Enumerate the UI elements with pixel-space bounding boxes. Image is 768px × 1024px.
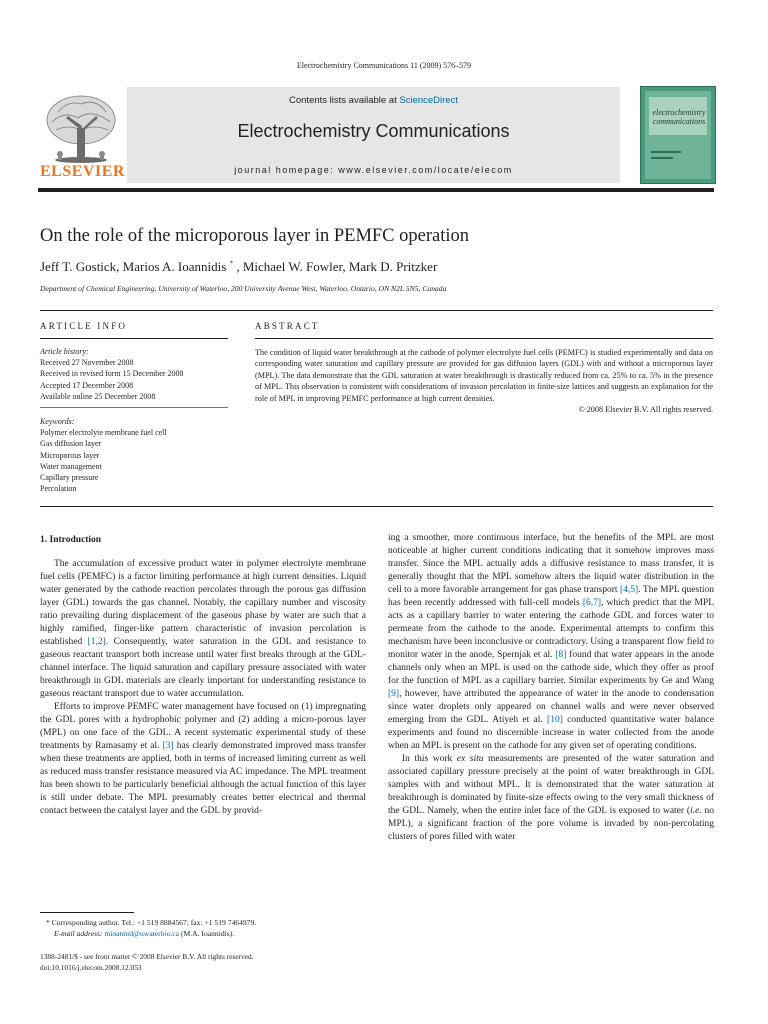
footnote-rule [40, 912, 134, 913]
section-heading-introduction: 1. Introduction [40, 535, 102, 545]
doi-line[interactable]: doi:10.1016/j.elecom.2008.12.053 [40, 962, 142, 972]
header-rule [38, 188, 714, 192]
publisher-logo-text: ELSEVIER [40, 163, 125, 180]
keyword: Polymer electrolyte membrane fuel cell [40, 428, 167, 438]
journal-title: Electrochemistry Communications [237, 121, 510, 141]
history-item: Received in revised form 15 December 2008 [40, 369, 184, 379]
article-info-heading: ARTICLE INFO [40, 321, 128, 331]
issn-doi [40, 952, 370, 973]
article-title: On the role of the microporous layer in PEMFC operation [40, 226, 470, 246]
body-column-right [388, 532, 714, 844]
abstract-heading: ABSTRACT [255, 321, 320, 331]
paragraph: In this work ex situ measurements are presented of the water saturation and associated capillary pressure precisely at the point of water breakthrough in GDL samples with and without MPL. It is demonstrated that the water saturation at breakthrough is dominated by finite-size effects owing to the very small thickness of the GDL. Namely, when the entire inlet face of the GDL is exposed to water (i.e. no MPL), a significant fraction of the pore volume is invaded by non-percolating clusters of pores filled with water [388, 754, 714, 842]
corresponding-footnote: * Corresponding author. Tel.: +1 519 8884567; fax: +1 519 7464979. [46, 918, 257, 927]
citation-link[interactable]: [4,5] [620, 585, 639, 595]
author-list [40, 259, 437, 275]
citation-link[interactable]: [9] [388, 689, 400, 699]
footnote [46, 918, 366, 939]
contents-prefix: Contents lists available at [289, 95, 397, 106]
sciencedirect-link[interactable]: ScienceDirect [399, 95, 458, 106]
paragraph: ing a smoother, more continuous interface, but the benefits of the MPL are most noticeable at higher current conditions indicating that it somehow improves mass transfer. Since the MPL actually adds a diffusive resistance to mass transfer, it is generally thought that the MPL somehow alters the liquid water distribution in the cell to a more favorable arrangement for gas phase transport [4,5]. The MPL question has been recently addressed with full-cell models [6,7], which predict that the MPL acts as a capillary barrier to water entering the cathode GDL and forces water to permeate from the cathode to the anode. Experimental attempts to confirm this mechanism have been inconclusive or contradictory. Using a transparent flow field to monitor water in the anode, Spernjak et al. [8] found that water appears in the anode channels only when an MPL is used on the cathode side, which they offer as proof for the function of MPL as a capillary barrier. Similar experiments by Ge and Wang [9], however, have attributed the appearance of water in the anode to condensation since water droplets only appeared on channel walls and were never observed emerging from the GDL. Atiyeh et al. [10] conducted quantitative water balance experiments and found no discernible increase in water collected from the anode when an MPL is present on the cathode for any given set of operating conditions. [388, 533, 714, 751]
cover-pattern-icon [641, 87, 715, 183]
cover-journal-name: electrochemistry communications [652, 108, 706, 126]
citation-link[interactable]: [6,7] [582, 598, 602, 608]
history-item: Accepted 17 December 2008 [40, 380, 134, 390]
keywords [40, 416, 240, 494]
info-top-rule [40, 310, 713, 311]
paragraph: The accumulation of excessive product water in polymer electrolyte membrane fuel cells (PEMFC) is a factor limiting performance at high current densities. Liquid water generated by the cathode reaction percolates through the porous gas diffusion layer (GDL) towards the gas channel. Notably, the capillary number and viscosity ratio prevailing during displacement of the gaseous phase by water are such that a highly ramified, finger-like pattern characteristic of invasion percolation is established [1,2]. Consequently, water saturation in the GDL and resistance to gaseous reactant transport both increase until water first breaks through at the GDL-channel interface. The liquid saturation and capillary pressure associated with water breakthrough in GDL materials are clearly important for understanding resistance to gaseous reactant transport due to water accumulation. [40, 559, 366, 699]
keyword: Water management [40, 461, 102, 471]
contents-line [127, 95, 620, 106]
abstract-heading-rule [255, 338, 713, 339]
journal-homepage[interactable]: journal homepage: www.elsevier.com/locate/elecom [234, 165, 513, 175]
history-rule [40, 407, 228, 408]
citation-link[interactable]: [10] [547, 715, 563, 725]
issn-line: 1388-2481/$ - see front matter © 2008 Elsevier B.V. All rights reserved. [40, 952, 254, 961]
corresponding-author-mark[interactable]: * [229, 259, 234, 268]
citation-link[interactable]: [8] [555, 650, 567, 660]
body-column-left [40, 558, 366, 818]
abstract [255, 347, 713, 415]
abstract-body: The condition of liquid water breakthrough at the cathode of polymer electrolyte fuel cells (PEMFC) is studied experimentally and data on corresponding water saturation and capillary pressure are provided for gas diffusion layers (GDL) with and without a microporous layer (MPL). The data demonstrate that the GDL saturation at water breakthrough is drastically reduced from ca. 25% to ca. 5% in the presence of MPL. This observation is consistent with considerations of invasion percolation in finite-size lattices and suggests an explanation for the role of MPL in improving PEMFC performance at high current densities. [255, 348, 713, 403]
citation-link[interactable]: [1,2] [87, 637, 106, 647]
email-link[interactable]: mioannid@uwaterloo.ca [104, 928, 180, 938]
keyword: Gas diffusion layer [40, 439, 102, 449]
article-history [40, 346, 240, 402]
email-footnote: E-mail address: mioannid@uwaterloo.ca (M.A. Ioannidis). [54, 928, 235, 938]
affiliation: Department of Chemical Engineering, University of Waterloo, 200 University Avenue West, Waterloo, Ontario, ON N2L 5N5, Canada [40, 284, 447, 293]
keyword: Capillary pressure [40, 473, 99, 483]
keywords-label: Keywords: [40, 417, 75, 426]
journal-citation: Electrochemistry Communications 11 (2009) 576–579 [296, 61, 472, 70]
keyword: Microporous layer [40, 450, 100, 460]
keyword: Percolation [40, 484, 77, 494]
abstract-copyright: © 2008 Elsevier B.V. All rights reserved. [578, 405, 713, 415]
authors-rest: , Michael W. Fowler, Mark D. Pritzker [236, 259, 438, 274]
citation-link[interactable]: [3] [162, 741, 174, 751]
journal-cover-thumbnail[interactable] [640, 86, 716, 184]
info-heading-rule [40, 338, 228, 339]
history-item: Received 27 November 2008 [40, 358, 134, 368]
paragraph: Efforts to improve PEMFC water management have focused on (1) impregnating the GDL pores with a hydrophobic polymer and (2) adding a micro-porous layer (MPL) on one face of the GDL. A recent systematic experimental study of these treatments by Ramasamy et al. [3] has clearly demonstrated improved mass transfer when these treatments are applied, both in terms of increased limiting current as well as reduced mass transfer resistance measured via AC impedance. The MPL treatment has been shown to be particularly beneficial although the actual function of this layer is still under debate. The MPL presumably creates better electrical and thermal contact between the catalyst layer and the GDL by provid- [40, 702, 366, 816]
history-item: Available online 25 December 2008 [40, 391, 156, 401]
authors-first: Jeff T. Gostick, Marios A. Ioannidis [40, 259, 227, 274]
info-bottom-rule [40, 506, 713, 507]
history-label: Article history: [40, 347, 89, 356]
